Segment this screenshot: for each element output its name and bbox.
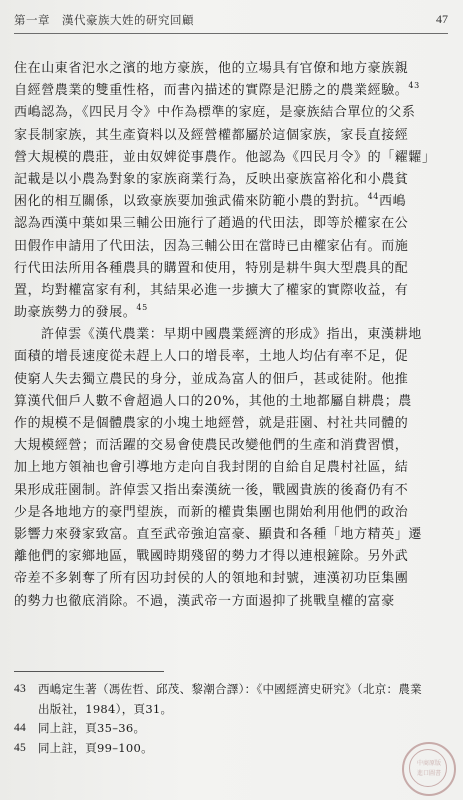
body-line	[14, 324, 448, 346]
body-line	[14, 369, 448, 391]
body-line	[14, 169, 448, 191]
footnote-43	[14, 680, 448, 719]
body-line	[14, 413, 448, 435]
body-line	[14, 546, 448, 568]
body-line	[14, 213, 448, 235]
body-line	[14, 480, 448, 502]
footnotes	[14, 680, 448, 758]
line-text: 行代田法所用各種農具的購置和使用，特別是耕牛與大型農具的配	[14, 260, 409, 276]
running-header	[14, 12, 448, 30]
body-line	[14, 258, 448, 280]
chapter-title: 第一章 漢代豪族大姓的研究回顧	[14, 13, 194, 27]
footnote-45	[14, 739, 448, 759]
line-text: 影響力來發家致富。直至武帝強迫富豪、顯貴和各種「地方精英」遷	[14, 526, 423, 542]
footnote-number: 44	[14, 722, 27, 734]
page-number: 47	[436, 12, 448, 26]
line-text-continued: 西嶋	[379, 194, 407, 210]
body-line	[14, 102, 448, 124]
line-text: 許倬雲《漢代農業：早期中國農業經濟的形成》指出，東漢耕地	[41, 327, 422, 343]
line-text: 置，均對權富家有利，其結果必進一步擴大了權家的實際收益，有	[14, 282, 409, 298]
line-text: 少是各地地方的豪門望族，而新的權貴集團也開始利用他們的政治	[14, 504, 409, 520]
footnote-number: 45	[14, 741, 27, 754]
body-line	[14, 524, 448, 546]
footnote-number: 43	[14, 683, 27, 695]
body-text	[14, 58, 448, 613]
line-text: 離他們的家鄉地區，戰國時期殘留的勢力才得以連根鏟除。另外武	[14, 549, 409, 565]
body-line	[14, 280, 448, 302]
footnote-text: 西嶋定生著（馮佐哲、邱茂、黎潮合譯）：《中國經濟史研究》（北京：農業	[38, 682, 422, 696]
footnote-ref[interactable]: 43	[408, 81, 420, 91]
body-line	[14, 502, 448, 524]
body-line	[14, 58, 448, 80]
line-text: 西嶋認為，《四民月令》中作為標準的家庭，是豪族結合單位的父系	[14, 105, 416, 121]
line-text: 作的規模不是個體農家的小塊土地經營，就是莊園、村社共同體的	[14, 416, 409, 431]
line-text: 家長制家族，其生產資料以及經營權都屬於這個家族，家長直接經	[14, 127, 409, 143]
body-line	[14, 346, 448, 368]
line-text: 加上地方領袖也會引導地方走向自我封閉的自給自足農村社區，結	[14, 460, 409, 476]
line-text: 田假作申請用了代田法，因為三輔公田在當時已由權家佔有。而施	[14, 238, 409, 254]
header-rule	[14, 33, 448, 34]
body-line	[14, 191, 448, 213]
line-text: 自經營農業的雙重性格，而書內描述的實際是汜勝之的農業經驗。	[14, 83, 409, 99]
body-line	[14, 457, 448, 479]
line-text: 記載是以小農為對象的家族商業行為，反映出豪族富裕化和小農貧	[14, 171, 409, 187]
line-text: 帝差不多剝奪了所有因功封侯的人的領地和封號，連漢初功臣集團	[14, 571, 409, 587]
body-line	[14, 80, 448, 102]
bookstore-seal-stamp	[402, 742, 456, 796]
body-line	[14, 302, 448, 324]
footnote-rule	[14, 671, 164, 672]
footnote-text: 出版社，1984），頁31。	[38, 701, 173, 716]
seal-line-2: 進口圖書	[416, 770, 441, 777]
body-line	[14, 236, 448, 258]
line-text: 使窮人失去獨立農民的身分，並成為富人的佃戶，甚或徒附。他推	[14, 371, 409, 387]
footnote-text: 同上註，頁35–36。	[38, 721, 146, 735]
line-text: 大規模經營；而活躍的交易會使農民改變他們的生產和消費習慣，	[14, 438, 409, 454]
body-line	[14, 147, 448, 169]
line-text: 果形成莊園制。許倬雲又指出秦漢統一後，戰國貴族的後裔仍有不	[14, 482, 409, 498]
line-text: 算漢代佃戶人數不會超過人口的20%，其他的土地都屬自耕農；農	[14, 393, 412, 409]
footnote-text: 同上註，頁99–100。	[38, 740, 153, 755]
body-line	[14, 391, 448, 413]
footnote-ref[interactable]: 44	[367, 192, 379, 202]
line-text: 助豪族勢力的發展。	[14, 305, 137, 321]
line-text: 困化的相互關係，以致豪族要加強武備來防範小農的對抗。	[14, 194, 368, 210]
body-line	[14, 435, 448, 457]
line-text: 認為西漢中葉如果三輔公田施行了趙過的代田法，即等於權家在公	[14, 216, 409, 232]
footnote-44	[14, 719, 448, 739]
body-line	[14, 591, 448, 613]
line-text: 的勢力也徹底消除。不過，漢武帝一方面遏抑了挑戰皇權的富豪	[14, 593, 395, 609]
line-text: 住在山東省汜水之濱的地方豪族，他的立場具有官僚和地方豪族親	[14, 61, 409, 76]
body-line	[14, 568, 448, 590]
line-text: 營大規模的農莊，並由奴婢從事農作。他認為《四民月令》的「糴糶」	[14, 149, 436, 165]
line-text: 面積的增長速度從未趕上人口的增長率，土地人均佔有率不足，促	[14, 349, 409, 365]
footnote-ref[interactable]: 45	[136, 303, 148, 313]
seal-line-1: 中商原版	[416, 760, 441, 767]
body-line	[14, 125, 448, 147]
